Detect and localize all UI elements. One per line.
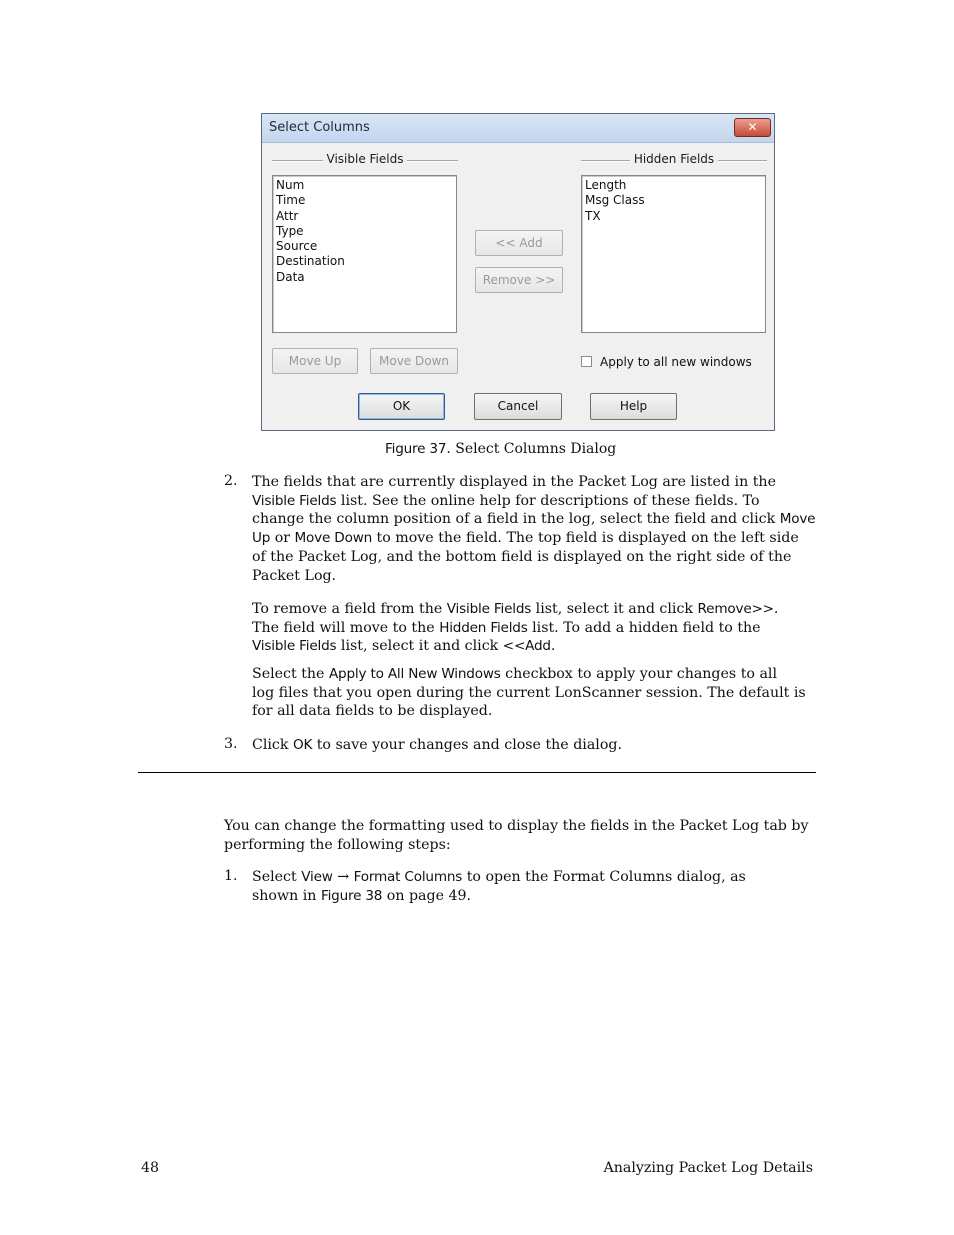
text-span: to save your changes and close the dialog.: [312, 737, 622, 753]
figure-caption-text: . Select Columns Dialog: [446, 441, 617, 457]
text-line: [252, 665, 822, 684]
ui-term: Visible Fields: [446, 601, 532, 617]
figure-caption: [385, 441, 616, 457]
section-intro: [224, 817, 824, 854]
text-line: You can change the formatting used to display the fields in the Packet Log tab by: [224, 818, 809, 834]
figure-caption-label: Figure 37: [385, 441, 447, 457]
text-span: shown in: [252, 887, 321, 904]
visible-field-item[interactable]: Time: [276, 193, 306, 208]
visible-fields-list[interactable]: [272, 175, 457, 333]
text-span: list. To add a hidden field to the: [527, 619, 761, 636]
step-3-number: 3.: [224, 736, 238, 752]
dialog-title-bar[interactable]: [262, 114, 774, 143]
text-span: or: [270, 530, 295, 547]
section-divider: [138, 772, 816, 773]
text-span: on page 49.: [382, 887, 472, 904]
hidden-field-item[interactable]: TX: [585, 208, 601, 223]
ui-term: Remove>>: [697, 601, 774, 617]
add-button[interactable]: << Add: [475, 230, 563, 256]
figure-link[interactable]: Figure 38: [320, 887, 383, 904]
visible-fields-header: [272, 152, 458, 168]
hidden-fields-label: Hidden Fields: [630, 152, 718, 166]
arrow-icon: →: [332, 869, 354, 885]
step-2-paragraph-1: [252, 473, 822, 585]
hidden-fields-list[interactable]: [581, 175, 766, 333]
text-line: for all data fields to be displayed.: [252, 703, 493, 720]
hidden-fields-header: [581, 152, 767, 168]
ok-button[interactable]: OK: [358, 393, 445, 420]
visible-field-item[interactable]: Data: [276, 269, 305, 284]
dialog-title: Select Columns: [269, 120, 370, 135]
move-up-button[interactable]: Move Up: [272, 348, 358, 374]
step-2-paragraph-3: [252, 665, 822, 721]
text-span: .: [773, 601, 779, 617]
hidden-field-item[interactable]: Msg Class: [585, 193, 645, 208]
text-line: Packet Log.: [252, 567, 337, 584]
move-down-button[interactable]: Move Down: [370, 348, 458, 374]
text-line: [252, 492, 822, 511]
text-line: of the Packet Log, and the bottom field is displayed on the right side of the: [252, 548, 792, 565]
ui-term: Move: [779, 511, 816, 528]
text-span: Click: [252, 737, 293, 753]
text-line: log files that you open during the current LonScanner session. The default is: [252, 684, 806, 701]
text-span: to move the field. The top field is displayed on the left side: [372, 530, 799, 547]
ui-term: View: [301, 869, 333, 885]
visible-field-item[interactable]: Num: [276, 178, 305, 192]
text-line: [252, 510, 822, 529]
text-span: The field will move to the: [252, 619, 440, 636]
text-span: checkbox to apply your changes to all: [500, 666, 777, 682]
text-line: [252, 868, 822, 887]
text-span: to open the Format Columns dialog, as: [462, 869, 746, 885]
step-2-paragraph-2: [252, 600, 822, 656]
visible-field-item[interactable]: Destination: [276, 254, 345, 269]
text-line: [252, 619, 822, 638]
ui-term: Move Down: [294, 530, 373, 547]
ui-term: <<Add: [502, 638, 551, 655]
hidden-field-item[interactable]: Length: [585, 178, 627, 192]
text-line: [252, 637, 822, 656]
help-button[interactable]: Help: [590, 393, 677, 420]
ui-term: Hidden Fields: [439, 619, 528, 636]
visible-fields-label: Visible Fields: [323, 152, 408, 166]
step-2-number: 2.: [224, 473, 238, 489]
text-line: [252, 736, 822, 755]
page-number: 48: [141, 1160, 160, 1176]
apply-all-checkbox[interactable]: [581, 356, 592, 367]
select-columns-dialog: [261, 113, 775, 431]
text-line: [252, 887, 822, 906]
ui-term: Visible Fields: [252, 638, 337, 655]
ui-term: Visible Fields: [252, 492, 337, 509]
text-span: Select: [252, 869, 302, 885]
visible-field-item[interactable]: Attr: [276, 208, 299, 223]
ui-term: Up: [252, 530, 271, 547]
text-span: list, select it and click: [531, 601, 698, 617]
visible-field-item[interactable]: Source: [276, 239, 318, 254]
visible-field-item[interactable]: Type: [276, 223, 304, 238]
section-step-1-paragraph: [252, 868, 822, 905]
text-line: The fields that are currently displayed in the Packet Log are listed in the: [252, 474, 776, 490]
remove-button[interactable]: Remove >>: [475, 267, 563, 293]
text-line: [252, 529, 822, 548]
close-icon[interactable]: ✕: [734, 118, 771, 137]
ui-term: OK: [292, 737, 313, 753]
text-line: performing the following steps:: [224, 836, 451, 853]
step-3-paragraph: [252, 736, 822, 755]
apply-all-label: Apply to all new windows: [600, 355, 752, 369]
ui-term: Apply to All New Windows: [328, 666, 501, 682]
text-span: .: [550, 638, 556, 655]
text-line: [252, 600, 822, 619]
footer-section-title: Analyzing Packet Log Details: [603, 1160, 813, 1176]
text-span: Select the: [252, 666, 329, 682]
section-step-1-number: 1.: [224, 868, 238, 884]
text-span: list. See the online help for descriptions of these fields. To: [336, 492, 760, 509]
text-span: change the column position of a field in the log, select the field and click: [252, 511, 780, 528]
cancel-button[interactable]: Cancel: [474, 393, 562, 420]
text-span: list, select it and click: [336, 638, 503, 655]
text-span: To remove a field from the: [252, 601, 447, 617]
ui-term: Format Columns: [353, 869, 463, 885]
